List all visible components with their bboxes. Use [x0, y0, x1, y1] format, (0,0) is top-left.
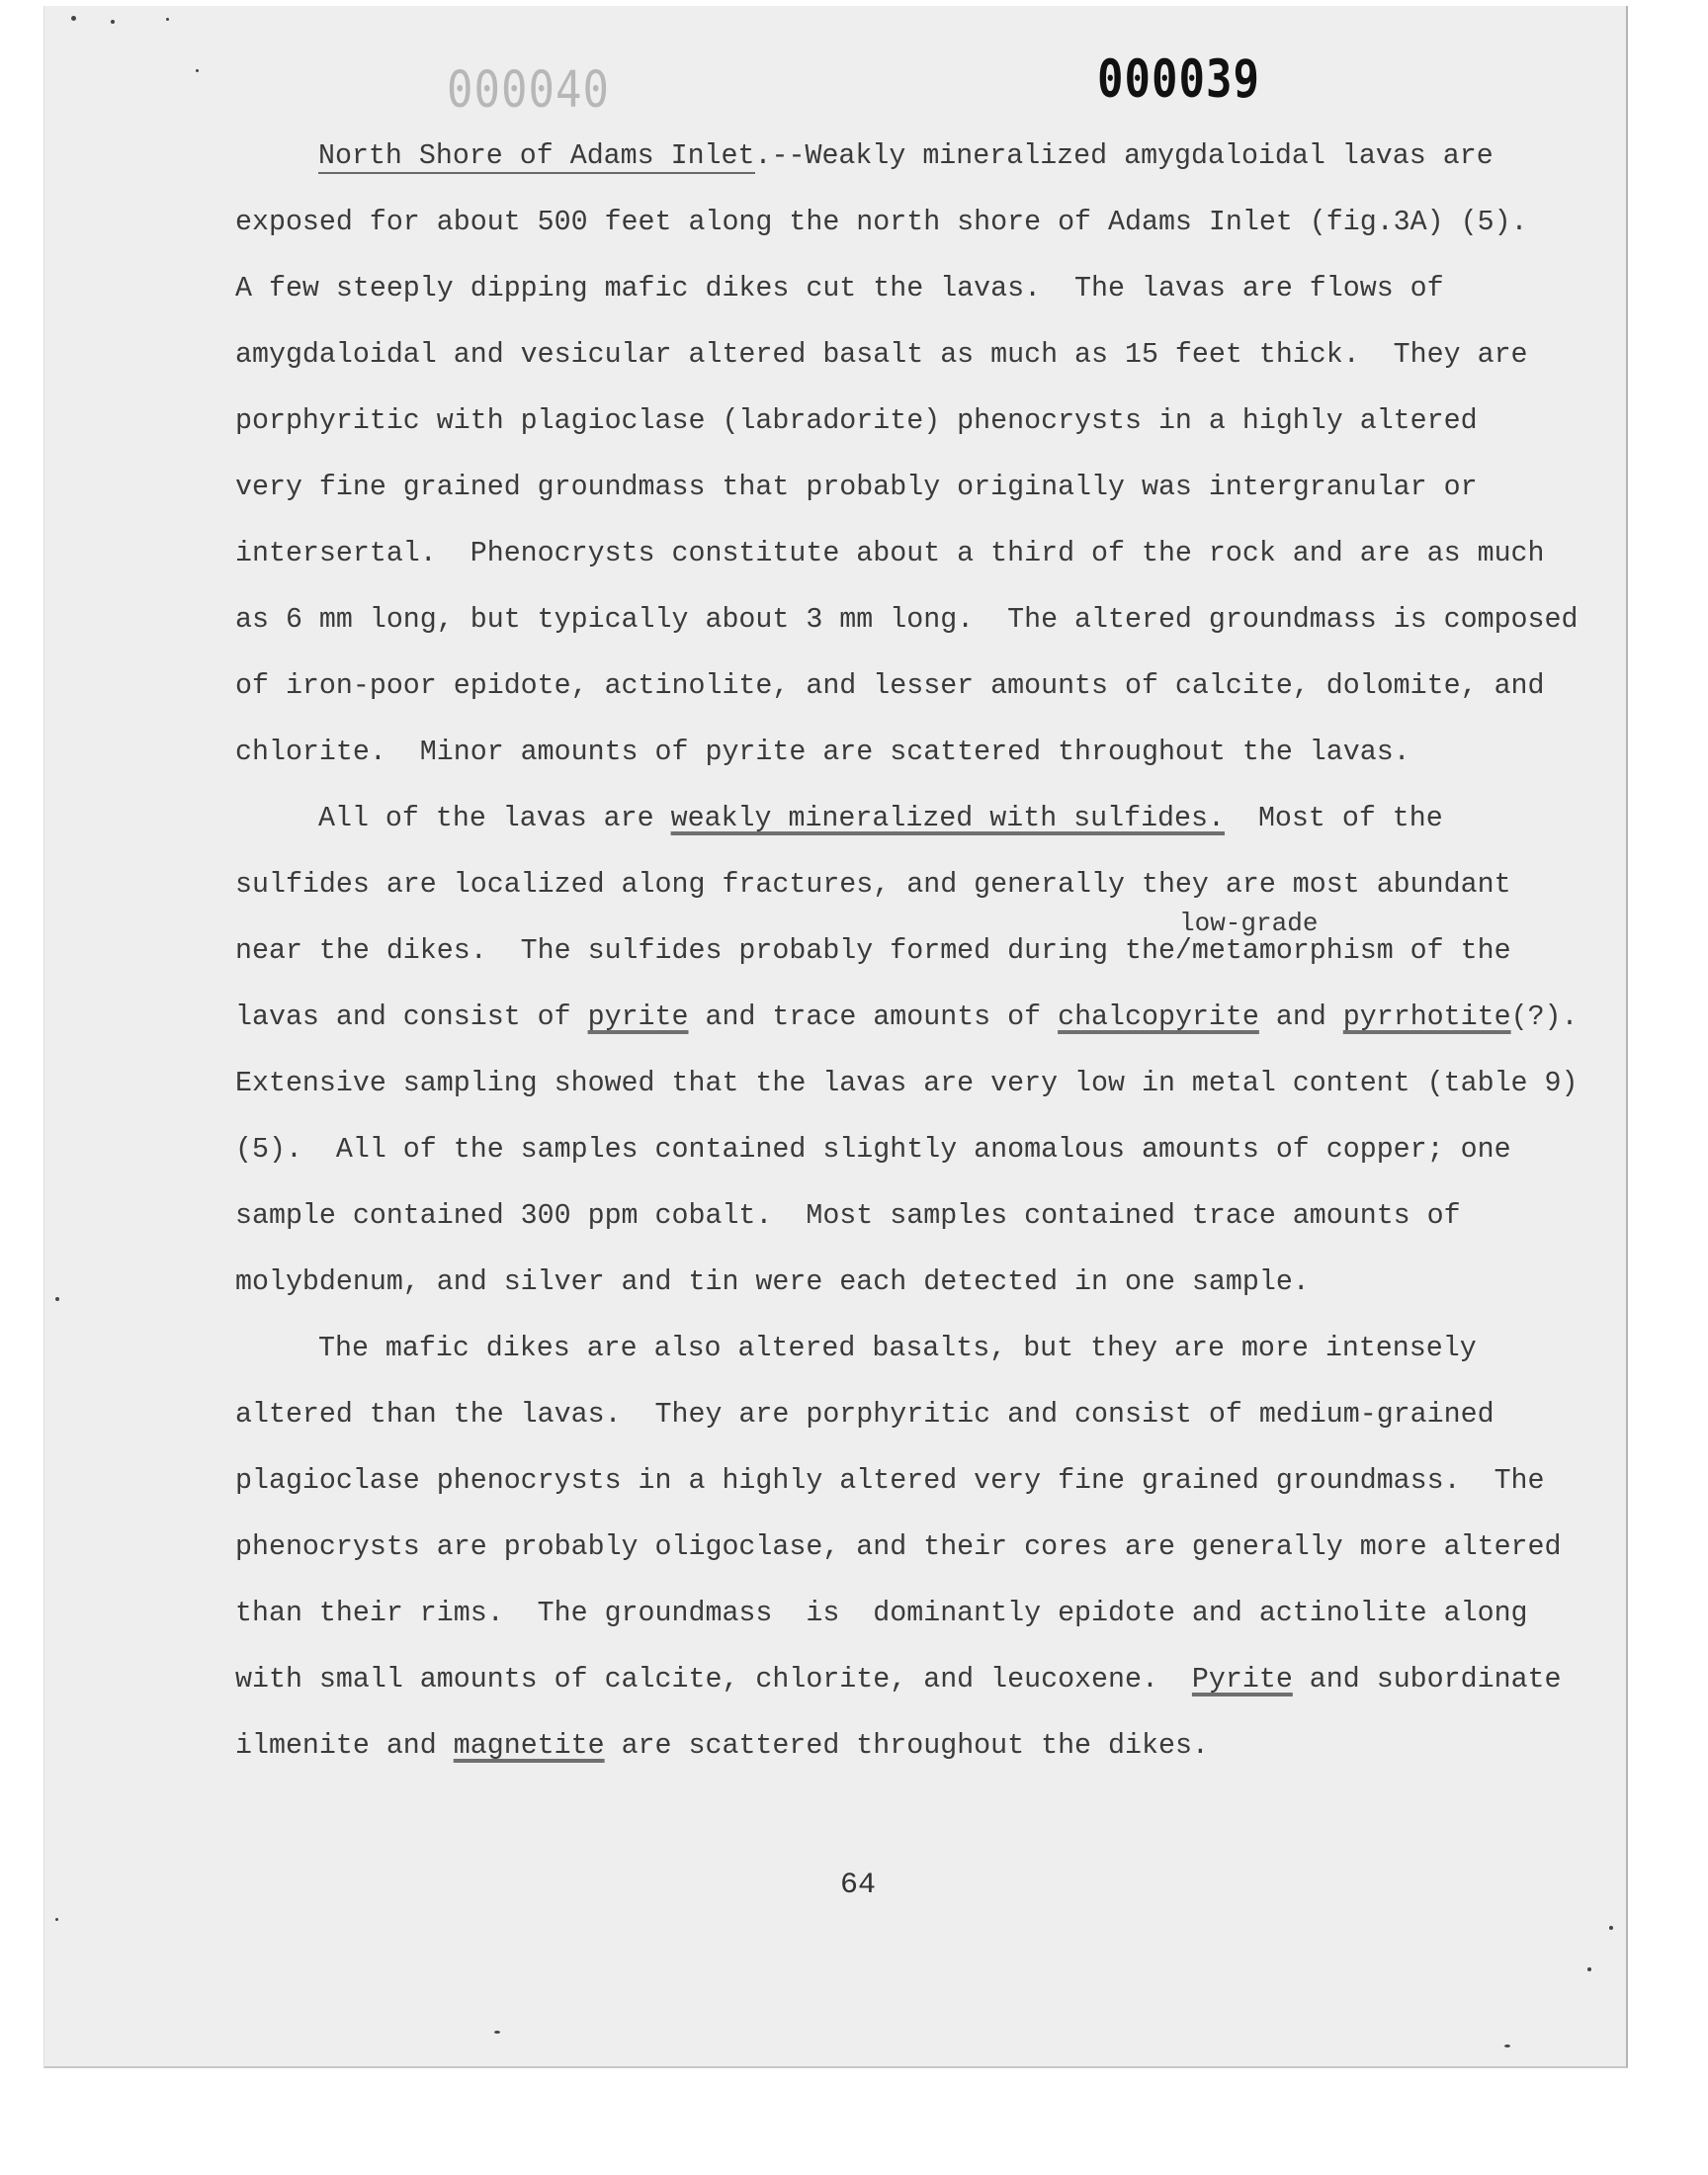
section-heading: North Shore of Adams Inlet [318, 140, 755, 172]
underlined-term: magnetite [453, 1730, 605, 1762]
text-run: The mafic dikes are also altered basalts, but they are more intensely [318, 1333, 1477, 1364]
text-run: than their rims. The groundmass is dominantly epidote and actinolite along [235, 1598, 1528, 1629]
handwritten-insertion: low-grade [1179, 909, 1319, 938]
text-run: exposed for about 500 feet along the north shore of Adams Inlet (fig.3A) (5). [235, 207, 1528, 238]
text-line [235, 720, 1565, 786]
text-line [235, 256, 1565, 322]
text-line [235, 985, 1579, 1051]
text-run: intersertal. Phenocrysts constitute about a third of the rock and are as much [235, 538, 1545, 569]
text-line [235, 190, 1565, 256]
text-run: amygdaloidal and vesicular altered basalt as much as 15 feet thick. They are [235, 339, 1528, 371]
underlined-term: weakly mineralized with sulfides. [670, 803, 1225, 834]
text-run: (?). [1510, 1001, 1579, 1033]
text-run: are scattered throughout the dikes. [604, 1730, 1209, 1762]
stamped-page-number: 000039 [1097, 49, 1260, 111]
scan-speck [166, 18, 169, 21]
text-run: lavas and consist of [235, 1001, 588, 1033]
text-run: A few steeply dipping mafic dikes cut the lavas. The lavas are flows of [235, 273, 1444, 304]
scan-speck [494, 2031, 500, 2034]
text-line [235, 1117, 1565, 1183]
text-run: Most of the [1224, 803, 1443, 834]
underlined-term: pyrrhotite [1342, 1001, 1511, 1033]
folio-number: 64 [840, 1869, 877, 1902]
text-run: as 6 mm long, but typically about 3 mm long. The altered groundmass is composed [235, 604, 1579, 636]
text-line [235, 1250, 1565, 1316]
text-run: with small amounts of calcite, chlorite, and leucoxene. [235, 1664, 1192, 1696]
text-run: altered than the lavas. They are porphyritic and consist of medium-grained [235, 1399, 1494, 1431]
text-line [235, 1382, 1565, 1448]
text-run: and subordinate [1292, 1664, 1562, 1696]
text-run: sulfides are localized along fractures, and generally they are most abundant [235, 869, 1511, 901]
scan-speck [111, 20, 115, 24]
text-line [235, 1581, 1565, 1647]
text-line [235, 1647, 1565, 1713]
text-run: very fine grained groundmass that probably originally was intergranular or [235, 472, 1478, 503]
text-line [235, 909, 1565, 985]
text-run: chlorite. Minor amounts of pyrite are scattered throughout the lavas. [235, 737, 1410, 768]
scan-speck [196, 69, 199, 72]
text-line [235, 653, 1565, 720]
text-run: molybdenum, and silver and tin were each detected in one sample. [235, 1266, 1310, 1298]
text-line [235, 124, 1565, 190]
text-line [235, 852, 1565, 918]
text-run: and trace amounts of [688, 1001, 1059, 1033]
scan-speck [1504, 2044, 1510, 2047]
text-run: ilmenite and [235, 1730, 454, 1762]
scan-speck [55, 1918, 58, 1921]
text-line [235, 389, 1565, 455]
text-line [235, 1183, 1565, 1250]
scan-margin [0, 2096, 1708, 2175]
text-run: plagioclase phenocrysts in a highly altered very fine grained groundmass. The [235, 1465, 1545, 1497]
text-line [235, 1051, 1579, 1117]
text-run: phenocrysts are probably oligoclase, and their cores are generally more altered [235, 1531, 1562, 1563]
body-text [235, 124, 1579, 1780]
text-run: and [1258, 1001, 1343, 1033]
text-run: of iron-poor epidote, actinolite, and lesser amounts of calcite, dolomite, and [235, 670, 1545, 702]
text-run: Extensive sampling showed that the lavas are very low in metal content (table 9) [235, 1068, 1579, 1099]
underlined-term: chalcopyrite [1058, 1001, 1259, 1033]
underlined-term: Pyrite [1191, 1664, 1293, 1696]
scan-speck [1587, 1967, 1591, 1971]
text-line [235, 455, 1565, 521]
text-line [235, 587, 1579, 653]
scan-speck [1609, 1926, 1613, 1930]
text-run: porphyritic with plagioclase (labradorite) phenocrysts in a highly altered [235, 405, 1478, 437]
text-run: All of the lavas are [318, 803, 671, 834]
faded-stamp-number: 000040 [447, 61, 610, 120]
text-line [235, 521, 1565, 587]
text-run: .--Weakly mineralized amygdaloidal lavas are [754, 140, 1494, 172]
underlined-term: pyrite [587, 1001, 689, 1033]
text-run: (5). All of the samples contained slightly anomalous amounts of copper; one [235, 1134, 1511, 1166]
text-line [235, 1448, 1565, 1515]
scan-speck [71, 16, 76, 21]
text-run: near the dikes. The sulfides probably formed during the/metamorphism of the [235, 935, 1511, 967]
text-line [235, 1713, 1565, 1780]
text-line [235, 1316, 1565, 1382]
text-line [235, 322, 1565, 389]
text-line [235, 786, 1565, 852]
scan-speck [55, 1297, 59, 1301]
text-run: sample contained 300 ppm cobalt. Most samples contained trace amounts of [235, 1200, 1461, 1232]
text-line [235, 1515, 1565, 1581]
